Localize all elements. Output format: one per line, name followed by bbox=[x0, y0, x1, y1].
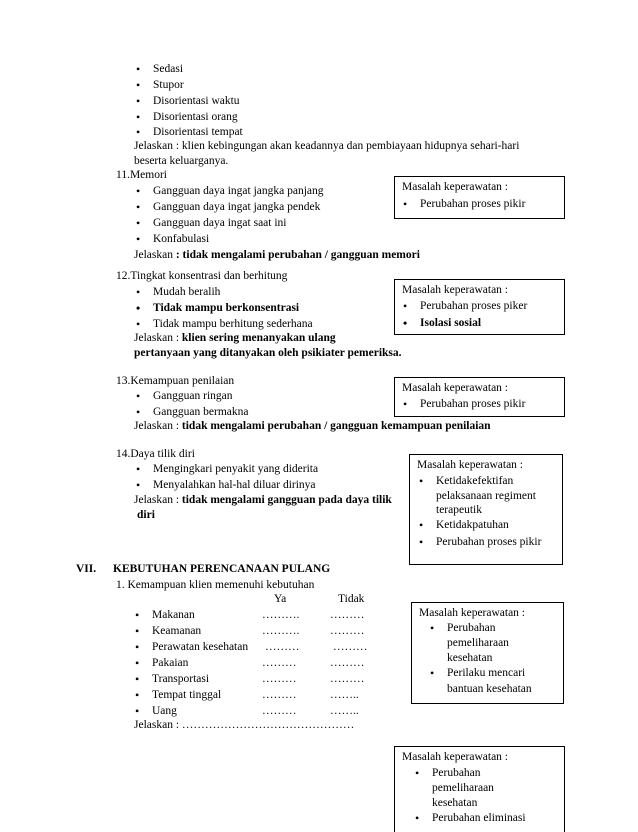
need-ya: ………. bbox=[262, 609, 300, 621]
need-ya: ……… bbox=[262, 689, 297, 701]
need-tidak: ……… bbox=[330, 609, 365, 621]
box-item: • Perubahan proses piker bbox=[420, 299, 527, 313]
jelaskan-label: Jelaskan : bbox=[134, 494, 180, 506]
need-tidak: ……… bbox=[330, 673, 365, 685]
section-heading: 13.Kemampuan penilaian bbox=[116, 375, 235, 387]
section-heading: 14.Daya tilik diri bbox=[116, 448, 195, 460]
need-label: • Tempat tinggal bbox=[152, 688, 221, 702]
box-item: • Isolasi sosial bbox=[420, 316, 481, 330]
need-ya: ……… bbox=[262, 657, 297, 669]
box-title: Masalah keperawatan : bbox=[402, 284, 509, 296]
need-tidak: ……… bbox=[330, 625, 365, 637]
column-header-ya: Ya bbox=[274, 593, 287, 605]
jelaskan-label: Jelaskan bbox=[134, 249, 173, 261]
jelaskan-line bbox=[134, 248, 420, 262]
list-item: • Mengingkari penyakit yang diderita bbox=[153, 462, 318, 476]
list-item: • Mudah beralih bbox=[153, 285, 220, 299]
list-item: • Stupor bbox=[153, 78, 184, 92]
need-ya: ……… bbox=[262, 705, 297, 717]
need-label: • Perawatan kesehatan bbox=[152, 640, 248, 654]
masalah-keperawatan-box bbox=[394, 279, 565, 335]
section-heading: 11.Memori bbox=[116, 169, 167, 181]
list-item: • Menyalahkan hal-hal diluar dirinya bbox=[153, 478, 316, 492]
box-item: • Ketidakefektifan bbox=[436, 474, 513, 488]
list-item: • Gangguan ringan bbox=[153, 389, 233, 403]
need-label: • Transportasi bbox=[152, 672, 209, 686]
box-item: • Perubahan proses pikir bbox=[436, 535, 541, 549]
jelaskan-label: Jelaskan : bbox=[134, 332, 180, 344]
jelaskan-continuation: pertanyaan yang ditanyakan oleh psikiater pemeriksa. bbox=[134, 347, 402, 359]
need-ya: ……… bbox=[262, 673, 297, 685]
list-item: • Konfabulasi bbox=[153, 232, 209, 246]
jelaskan-value: : tidak mengalami perubahan / gangguan memori bbox=[175, 249, 420, 261]
box-item: • Perilaku mencari bbox=[447, 666, 525, 680]
need-tidak: ……… bbox=[333, 641, 368, 653]
need-tidak: …….. bbox=[330, 705, 359, 717]
box-item: • Perubahan eliminasi bbox=[432, 811, 526, 825]
box-item-continuation: pemeliharaan bbox=[432, 782, 494, 794]
masalah-keperawatan-box bbox=[394, 746, 565, 832]
jelaskan-text: beserta keluarganya. bbox=[134, 155, 229, 167]
jelaskan-value: tidak mengalami perubahan / gangguan kemampuan penilaian bbox=[181, 420, 491, 432]
box-title: Masalah keperawatan : bbox=[419, 607, 526, 619]
box-title: Masalah keperawatan : bbox=[417, 459, 524, 471]
jelaskan-line bbox=[134, 419, 491, 433]
jelaskan-label: Jelaskan : bbox=[134, 420, 180, 432]
jelaskan-value: klien sering menanyakan ulang bbox=[181, 332, 336, 344]
box-item-continuation: bantuan kesehatan bbox=[447, 683, 532, 695]
list-item: • Disorientasi waktu bbox=[153, 94, 240, 108]
box-title: Masalah keperawatan : bbox=[402, 382, 509, 394]
jelaskan-line bbox=[134, 331, 336, 345]
jelaskan-continuation: diri bbox=[137, 509, 155, 521]
list-item: • Sedasi bbox=[153, 62, 183, 76]
box-item: • Perubahan bbox=[447, 621, 496, 635]
need-label: • Uang bbox=[152, 704, 177, 718]
need-ya: ……… bbox=[265, 641, 300, 653]
need-ya: ………. bbox=[262, 625, 300, 637]
jelaskan-text: Jelaskan : ……………………………………… bbox=[134, 719, 355, 731]
need-label: • Makanan bbox=[152, 608, 195, 622]
box-title: Masalah keperawatan : bbox=[402, 181, 509, 193]
box-item: • Perubahan proses pikir bbox=[420, 397, 525, 411]
jelaskan-value: tidak mengalami gangguan pada daya tilik bbox=[181, 494, 392, 506]
masalah-keperawatan-box bbox=[394, 176, 565, 219]
jelaskan-text: Jelaskan : klien kebingungan akan keadannya dan pembiayaan hidupnya sehari-hari bbox=[134, 140, 520, 152]
list-item: • Tidak mampu berkonsentrasi bbox=[153, 301, 299, 315]
list-item: • Gangguan daya ingat jangka pendek bbox=[153, 200, 320, 214]
box-item-continuation: pelaksanaan regiment bbox=[436, 490, 536, 502]
jelaskan-line bbox=[134, 493, 392, 507]
masalah-keperawatan-box bbox=[409, 454, 563, 565]
box-title: Masalah keperawatan : bbox=[402, 751, 509, 763]
section-number: VII. bbox=[76, 563, 97, 575]
list-item: • Tidak mampu berhitung sederhana bbox=[153, 317, 313, 331]
section-title: KEBUTUHAN PERENCANAAN PULANG bbox=[113, 563, 331, 575]
box-item: • Perubahan bbox=[432, 766, 481, 780]
list-item: • Disorientasi tempat bbox=[153, 125, 243, 139]
box-item-continuation: kesehatan bbox=[447, 652, 493, 664]
need-label: • Pakaian bbox=[152, 656, 188, 670]
box-item-continuation: terapeutik bbox=[436, 504, 482, 516]
box-item-continuation: pemeliharaan bbox=[447, 637, 509, 649]
column-header-tidak: Tidak bbox=[338, 593, 365, 605]
masalah-keperawatan-box bbox=[394, 377, 565, 417]
list-item: • Gangguan daya ingat jangka panjang bbox=[153, 184, 324, 198]
box-item-continuation: kesehatan bbox=[432, 797, 478, 809]
subsection-heading: 1. Kemampuan klien memenuhi kebutuhan bbox=[116, 579, 315, 591]
box-item: • Ketidakpatuhan bbox=[436, 518, 509, 532]
list-item: • Disorientasi orang bbox=[153, 110, 238, 124]
list-item: • Gangguan daya ingat saat ini bbox=[153, 216, 287, 230]
need-tidak: …….. bbox=[330, 689, 359, 701]
need-label: • Keamanan bbox=[152, 624, 201, 638]
need-tidak: ……… bbox=[330, 657, 365, 669]
box-item: • Perubahan proses pikir bbox=[420, 197, 525, 211]
masalah-keperawatan-box bbox=[411, 602, 564, 704]
list-item: • Gangguan bermakna bbox=[153, 405, 248, 419]
section-heading: 12.Tingkat konsentrasi dan berhitung bbox=[116, 270, 288, 282]
